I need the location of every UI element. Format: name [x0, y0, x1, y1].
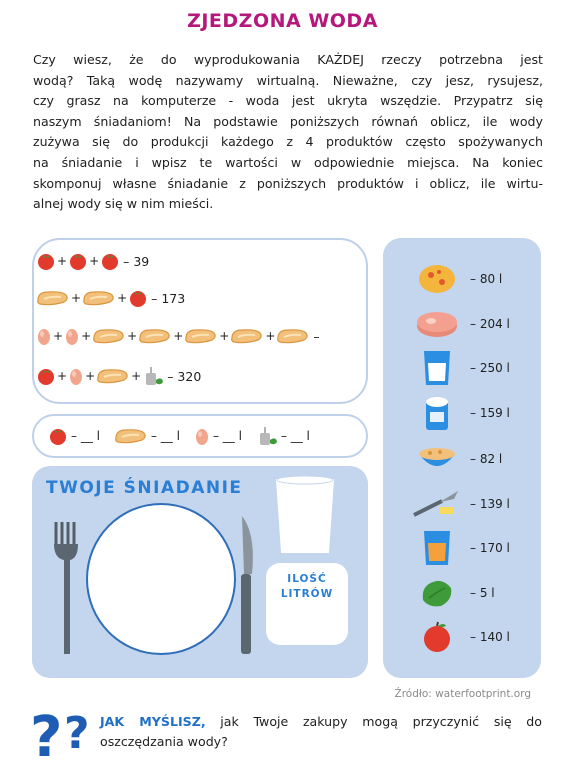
- sum-line: LITRÓW: [280, 588, 334, 600]
- answer-egg[interactable]: [194, 426, 242, 446]
- plus-sign: +: [57, 369, 68, 383]
- intro-line: naszym śniadaniom! Na podstawie poniższych równań oblicz, ile wody: [33, 113, 543, 129]
- tomato-icon: [128, 288, 148, 308]
- product-value: – 170 l: [470, 541, 510, 555]
- product-value: – 204 l: [470, 317, 510, 331]
- ham-icon: [415, 309, 459, 339]
- equation-result: – 39: [123, 253, 150, 269]
- liters-sum-label: [266, 572, 348, 602]
- teabag-icon: [142, 366, 164, 386]
- page-title: ZJEDZONA WODA: [187, 10, 378, 32]
- tomato-icon: [68, 251, 88, 271]
- tomato-icon: [36, 366, 56, 386]
- plus-sign: +: [85, 369, 96, 383]
- plus-sign: +: [81, 329, 92, 343]
- intro-line: wodą? Taką wodę nazywamy wirtualną. Nieważne, czy jesz, rysujesz,: [33, 72, 543, 88]
- bread-icon: [230, 325, 264, 347]
- product-value: – 140 l: [470, 630, 510, 644]
- equation-row: [36, 365, 201, 387]
- bread-icon: [36, 287, 70, 309]
- plate[interactable]: [86, 503, 236, 655]
- fork-icon: [50, 520, 84, 660]
- bread-icon: [96, 365, 130, 387]
- product-value: – 250 l: [470, 361, 510, 375]
- product-butter: [412, 486, 540, 522]
- product-yogurt: [412, 395, 540, 431]
- plus-sign: +: [53, 329, 64, 343]
- tomato-icon: [100, 251, 120, 271]
- intro-line: zużywa się do produkcji każdego z 4 produktów często spożywanych: [33, 134, 543, 150]
- egg-icon: [194, 426, 210, 446]
- product-value: – 159 l: [470, 406, 510, 420]
- product-value: – 82 l: [470, 452, 503, 466]
- product-apple: [412, 619, 540, 655]
- intro-line: skomponuj własne śniadanie z poniższych produktów i oblicz, ile wirtu-: [33, 175, 543, 191]
- svg-text:?: ?: [30, 705, 63, 768]
- bread-icon: [92, 325, 126, 347]
- question-line: jak Twoje zakupy mogą przyczynić się do: [205, 714, 542, 729]
- equation-row: [36, 325, 320, 347]
- intro-line: Czy wiesz, że do wyprodukowania KAŻDEJ rzeczy potrzebna jest: [33, 52, 543, 67]
- knife-icon: [232, 514, 262, 659]
- milk-glass-icon: [422, 349, 452, 387]
- product-cereal: [412, 441, 540, 477]
- answer-bread[interactable]: [114, 425, 180, 447]
- question-line: oszczędzania wody?: [100, 734, 228, 749]
- bread-icon: [138, 325, 172, 347]
- sum-line: ILOŚĆ: [287, 573, 327, 585]
- intro-line: czy grasz na komputerze - woda jest ukryta wszędzie. Przypatrz się: [33, 93, 543, 109]
- equation-result: – 320: [167, 368, 202, 384]
- plus-sign: +: [71, 291, 82, 305]
- tomato-icon: [48, 426, 68, 446]
- egg-icon: [64, 326, 80, 346]
- answer-blank: – __ l: [71, 429, 100, 443]
- plus-sign: +: [173, 329, 184, 343]
- product-milk: [412, 350, 540, 386]
- product-value: – 5 l: [470, 586, 495, 600]
- answer-blank: – __ l: [150, 429, 180, 443]
- product-value: – 80 l: [470, 272, 503, 286]
- product-juice: [412, 530, 540, 566]
- plus-sign: +: [89, 254, 100, 268]
- lettuce-icon: [419, 576, 455, 610]
- bread-icon: [276, 325, 310, 347]
- plus-sign: +: [219, 329, 230, 343]
- equation-row: [36, 250, 149, 272]
- question-marks-icon: [30, 698, 96, 768]
- intro-text: [33, 50, 543, 215]
- juice-glass-icon: [422, 529, 452, 567]
- equation-result: – 173: [151, 290, 186, 306]
- yogurt-icon: [422, 394, 452, 432]
- bread-icon: [82, 287, 116, 309]
- cereal-bowl-icon: [417, 444, 457, 474]
- answer-blank: – __ l: [280, 429, 310, 443]
- product-ham: [412, 306, 540, 342]
- svg-text:?: ?: [64, 708, 90, 759]
- question-lead: JAK MYŚLISZ,: [100, 714, 206, 729]
- answer-blank: – __ l: [212, 429, 242, 443]
- bread-icon: [184, 325, 218, 347]
- product-pizza: [412, 261, 540, 297]
- equation-result: –: [313, 328, 320, 344]
- teabag-icon: [256, 426, 278, 446]
- bread-icon: [114, 425, 148, 447]
- product-lettuce: [412, 575, 540, 611]
- plus-sign: +: [117, 291, 128, 305]
- source-note: Źródło: waterfootprint.org: [394, 688, 531, 700]
- egg-icon: [68, 366, 84, 386]
- egg-icon: [36, 326, 52, 346]
- plus-sign: +: [265, 329, 276, 343]
- plus-sign: +: [131, 369, 142, 383]
- plus-sign: +: [127, 329, 138, 343]
- plus-sign: +: [57, 254, 68, 268]
- intro-line: na śniadanie i wpisz te wartości w odpowiednie miejsca. Na koniec: [33, 154, 543, 170]
- question-text: [100, 712, 542, 752]
- butter-knife-icon: [412, 489, 462, 519]
- equation-row: [36, 287, 185, 309]
- breakfast-title: TWOJE ŚNIADANIE: [46, 478, 243, 498]
- answer-tomato[interactable]: [48, 426, 100, 446]
- apple-icon: [420, 620, 454, 654]
- answer-teabag[interactable]: [256, 426, 310, 446]
- tomato-icon: [36, 251, 56, 271]
- pizza-icon: [415, 262, 459, 296]
- product-value: – 139 l: [470, 497, 510, 511]
- empty-glass-icon: [274, 474, 336, 556]
- answers-box: [32, 414, 368, 458]
- intro-line: alnej wody się w nim mieści.: [33, 196, 214, 212]
